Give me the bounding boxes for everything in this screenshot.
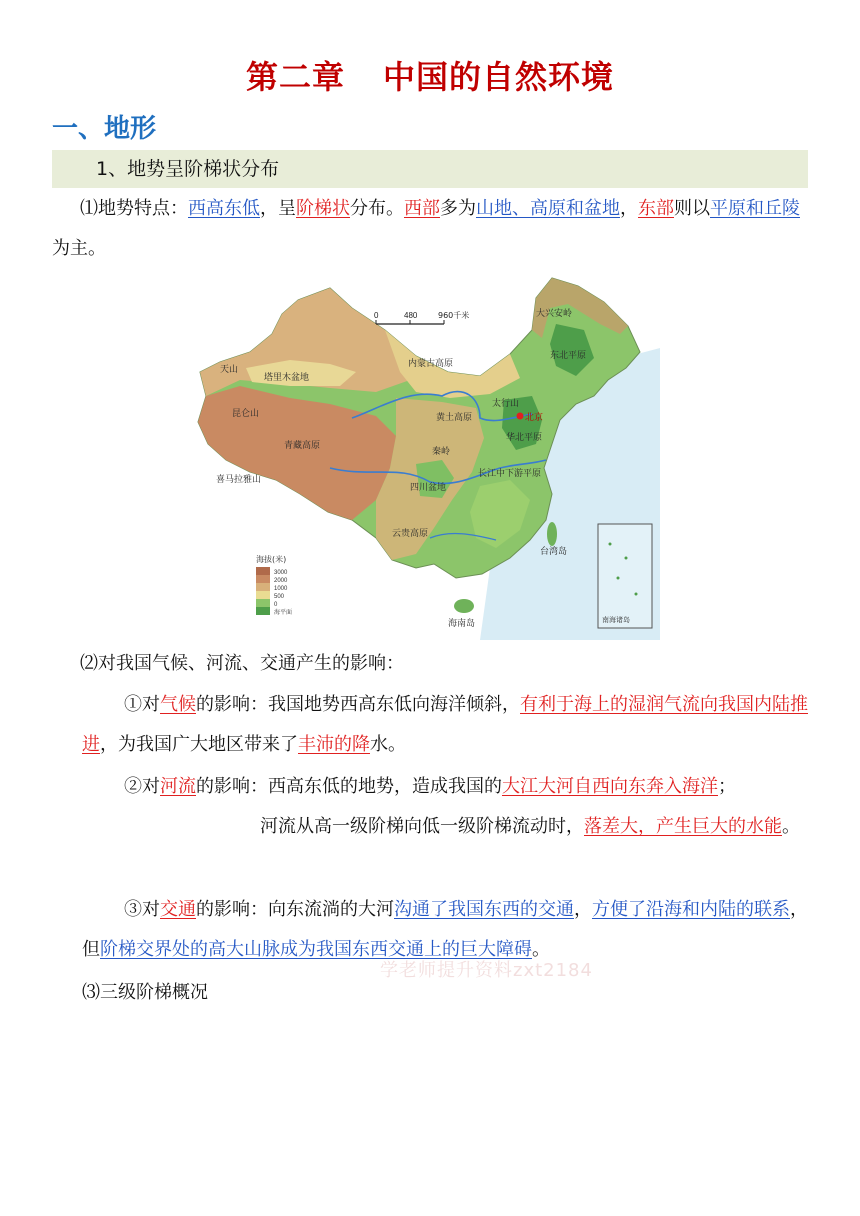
legend-swatch-3000 — [256, 567, 270, 575]
three-steps-heading: ⑶三级阶梯概况 — [82, 982, 208, 1003]
text: 则以 — [674, 198, 710, 219]
text: ， — [620, 198, 638, 219]
text: 。 — [532, 939, 550, 960]
place-label-qinghai-tibet: 青藏高原 — [284, 441, 321, 451]
text: ； — [718, 776, 736, 797]
scale-label-0: 0 — [374, 311, 379, 320]
chapter-number: 第二章 — [245, 58, 345, 96]
legend-label-0: 0 — [274, 602, 278, 608]
features-prefix: ⑴地势特点： — [80, 198, 188, 219]
text: 分布。 — [350, 198, 404, 219]
scale-bar — [374, 310, 469, 324]
legend-swatch-0 — [256, 599, 270, 607]
hainan-island — [454, 599, 474, 613]
place-label-qinling: 秦岭 — [432, 447, 451, 457]
place-label-tarim: 塔里木盆地 — [264, 373, 310, 383]
text: 为主。 — [52, 238, 106, 259]
river-underline-1: 大江大河自西向东奔入海洋 — [502, 776, 718, 797]
legend-label-3000: 3000 — [274, 570, 288, 576]
keyword-staircase: 阶梯状 — [296, 198, 350, 219]
keyword-mountains-plateaus-basins: 山地、高原和盆地 — [476, 198, 620, 219]
river-underline-2a: 落差大，产生巨大 — [584, 816, 728, 837]
elevation-legend — [256, 554, 292, 616]
keyword-climate: 气候 — [160, 694, 196, 715]
china-terrain-map — [180, 268, 660, 640]
chapter-name: 中国的自然环境 — [383, 58, 615, 96]
text: 的影响：西高东低的地势，造成我国的 — [196, 776, 502, 797]
climate-underline-1b: 国内陆推进 — [82, 694, 808, 755]
text: ， — [574, 899, 592, 920]
text: 的影响：我国地势西高东低向海洋倾斜， — [196, 694, 520, 715]
place-label-sichuan-basin: 四川盆地 — [410, 483, 447, 493]
place-label-north-china-plain: 华北平原 — [506, 433, 543, 443]
place-label-northeast-plain: 东北平原 — [550, 351, 587, 361]
keyword-traffic: 交通 — [160, 899, 196, 920]
scale-label-960: 960千米 — [438, 311, 470, 320]
climate-underline-1a: 有利于海上的湿润气流向我 — [520, 694, 736, 715]
text: 多为 — [440, 198, 476, 219]
legend-swatch-sea-level — [256, 607, 270, 615]
climate-underline-2: 丰沛的降 — [298, 734, 370, 755]
inset-label: 南海诸岛 — [602, 616, 630, 624]
climate-paragraph — [82, 685, 808, 765]
river-underline-2b: 的水能 — [728, 816, 782, 837]
text: ，为我国广大地区带来了 — [100, 734, 298, 755]
place-label-loess: 黄土高原 — [436, 413, 473, 423]
legend-label-sea-level: 海平面 — [274, 609, 293, 616]
legend-swatch-1000 — [256, 583, 270, 591]
traffic-underline-3: 阶梯交界处的高大山脉成为我国东西交通上的巨大障碍 — [100, 939, 532, 960]
legend-swatch-2000 — [256, 575, 270, 583]
climate-label: ①对 — [124, 694, 160, 715]
keyword-plains-hills: 平原和丘陵 — [710, 198, 800, 219]
text: 。 — [782, 816, 800, 837]
river-paragraph — [82, 767, 808, 847]
influence-heading: ⑵对我国气候、河流、交通产生的影响： — [80, 653, 404, 674]
subsection-heading: 1、地势呈阶梯状分布 — [52, 150, 808, 188]
text: 的影响：向东流淌的大河 — [196, 899, 394, 920]
place-label-inner-mongolia: 内蒙古高原 — [408, 359, 454, 369]
legend-label-2000: 2000 — [274, 578, 288, 584]
scale-label-480: 480 — [404, 311, 418, 320]
legend-label-500: 500 — [274, 594, 285, 600]
watermark: 学老师提升资料zxt2184 — [380, 960, 593, 981]
place-label-himalaya: 喜马拉雅山 — [216, 475, 262, 485]
section-heading: 一、地形 — [52, 114, 157, 144]
traffic-underline-2a: 方便了沿海和内陆 — [592, 899, 736, 920]
place-label-yungui: 云贵高原 — [392, 529, 429, 539]
place-label-yangtze-plain: 长江中下游平原 — [478, 469, 542, 479]
place-label-beijing: 北京 — [525, 413, 544, 423]
keyword-east: 东部 — [638, 198, 674, 219]
text: 水。 — [370, 734, 406, 755]
text: ，但 — [82, 899, 808, 960]
keyword-west: 西部 — [404, 198, 440, 219]
place-label-taiwan: 台湾岛 — [540, 547, 568, 557]
place-label-taihang: 太行山 — [492, 399, 520, 409]
terrain-map-svg — [180, 268, 660, 640]
taiwan-island — [547, 522, 557, 546]
place-label-tianshan: 天山 — [220, 365, 239, 375]
traffic-underline-2b: 的联系 — [736, 899, 790, 920]
keyword-river: 河流 — [160, 776, 196, 797]
text: 河流从高一级阶梯向低一级阶梯流动时， — [260, 816, 584, 837]
beijing-marker — [517, 413, 524, 420]
place-label-kunlun: 昆仑山 — [232, 409, 260, 419]
river-label: ②对 — [124, 776, 160, 797]
place-label-hainan: 海南岛 — [448, 619, 476, 629]
text: ，呈 — [260, 198, 296, 219]
south-china-sea-inset — [598, 524, 652, 628]
chapter-title — [0, 52, 860, 98]
keyword-west-high-east-low: 西高东低 — [188, 198, 260, 219]
legend-label-1000: 1000 — [274, 586, 288, 592]
legend-title: 海拔(米) — [256, 555, 287, 564]
terrain-features-paragraph — [52, 189, 808, 269]
traffic-label: ③对 — [124, 899, 160, 920]
traffic-underline-1: 沟通了我国东西的交通 — [394, 899, 574, 920]
legend-swatch-500 — [256, 591, 270, 599]
place-label-daxinganling: 大兴安岭 — [536, 309, 573, 319]
